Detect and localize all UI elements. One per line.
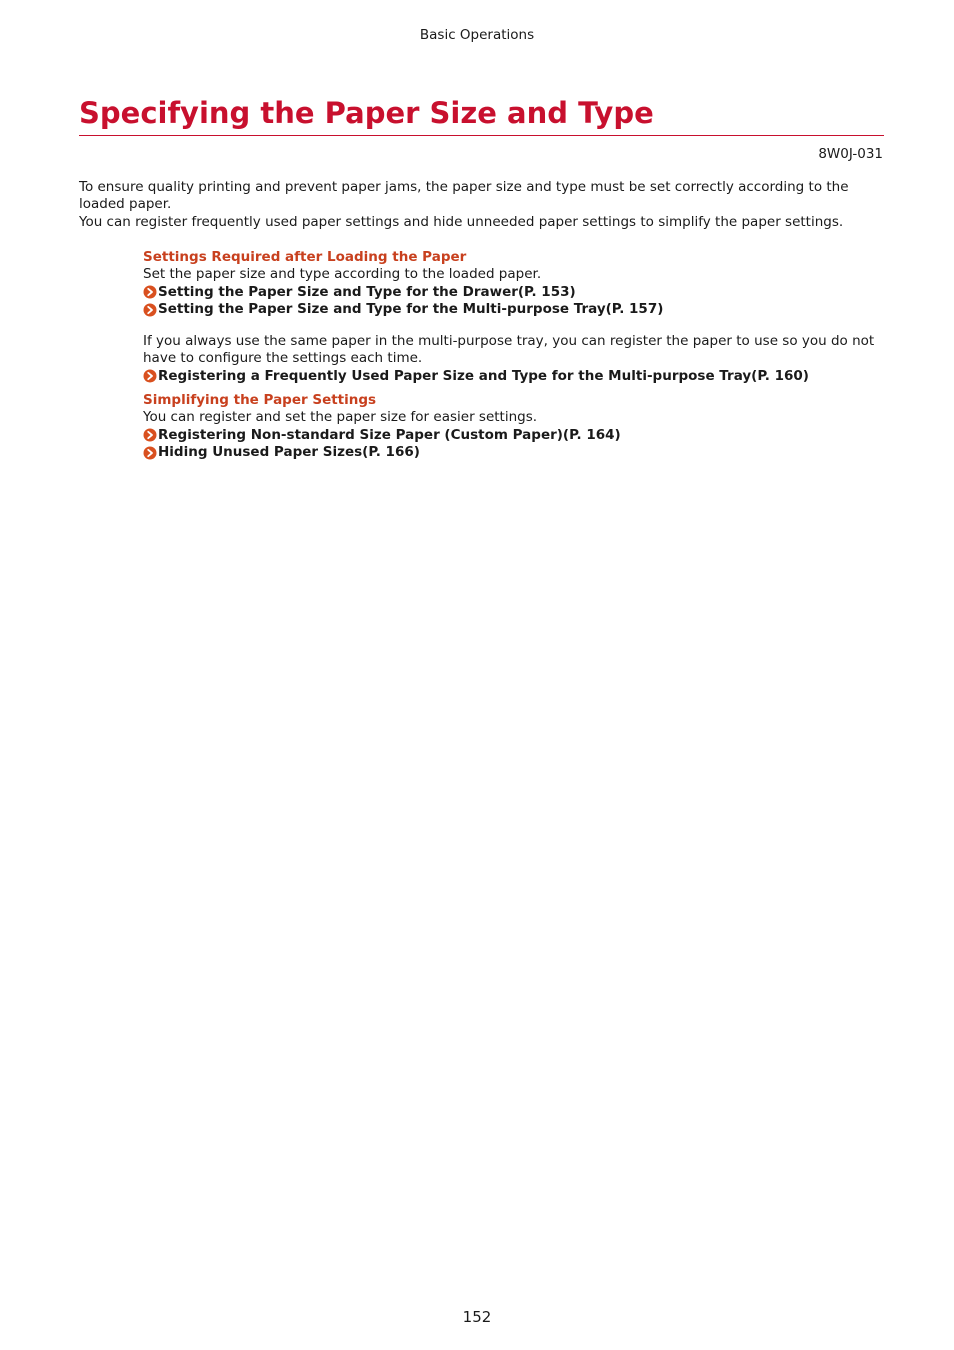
intro-paragraph-2: You can register frequently used paper settings and hide unneeded paper settings to simplify the paper settings. <box>79 213 844 230</box>
link-label: Registering Non-standard Size Paper (Custom Paper)(P. 164) <box>158 426 621 443</box>
link-register-frequent-paper[interactable] <box>143 368 883 385</box>
link-label: Setting the Paper Size and Type for the Drawer(P. 153) <box>158 283 576 300</box>
link-drawer-paper-settings[interactable] <box>143 284 883 301</box>
section-text: Set the paper size and type according to the loaded paper. <box>143 266 542 283</box>
intro-paragraph-1: To ensure quality printing and prevent paper jams, the paper size and type must be set correctly according to the loaded paper. <box>79 179 849 213</box>
section-text: You can register and set the paper size for easier settings. <box>143 409 538 426</box>
section-heading: Simplifying the Paper Settings <box>143 392 377 408</box>
page-title: Specifying the Paper Size and Type <box>79 96 654 130</box>
link-label: Setting the Paper Size and Type for the Multi-purpose Tray(P. 157) <box>158 300 664 317</box>
note-text: If you always use the same paper in the multi-purpose tray, you can register the paper to use so you do not have to configure the settings each time. <box>143 333 875 367</box>
section-settings-after-loading <box>143 249 883 318</box>
circled-right-arrow-icon <box>143 285 157 299</box>
link-hide-unused-sizes[interactable] <box>143 444 883 461</box>
section-heading: Settings Required after Loading the Paper <box>143 249 467 265</box>
intro-text <box>79 179 884 231</box>
running-header: Basic Operations <box>419 27 535 43</box>
document-id: 8W0J-031 <box>818 146 883 162</box>
link-custom-paper[interactable] <box>143 427 883 444</box>
link-label: Hiding Unused Paper Sizes(P. 166) <box>158 443 420 460</box>
page-number: 152 <box>462 1308 492 1326</box>
circled-right-arrow-icon <box>143 428 157 442</box>
title-divider <box>79 135 884 136</box>
section-simplifying-settings <box>143 392 883 461</box>
section-multipurpose-note <box>143 333 883 385</box>
link-multipurpose-tray-settings[interactable] <box>143 301 883 318</box>
circled-right-arrow-icon <box>143 369 157 383</box>
circled-right-arrow-icon <box>143 303 157 317</box>
link-label: Registering a Frequently Used Paper Size and Type for the Multi-purpose Tray(P. 160) <box>158 367 809 384</box>
circled-right-arrow-icon <box>143 446 157 460</box>
